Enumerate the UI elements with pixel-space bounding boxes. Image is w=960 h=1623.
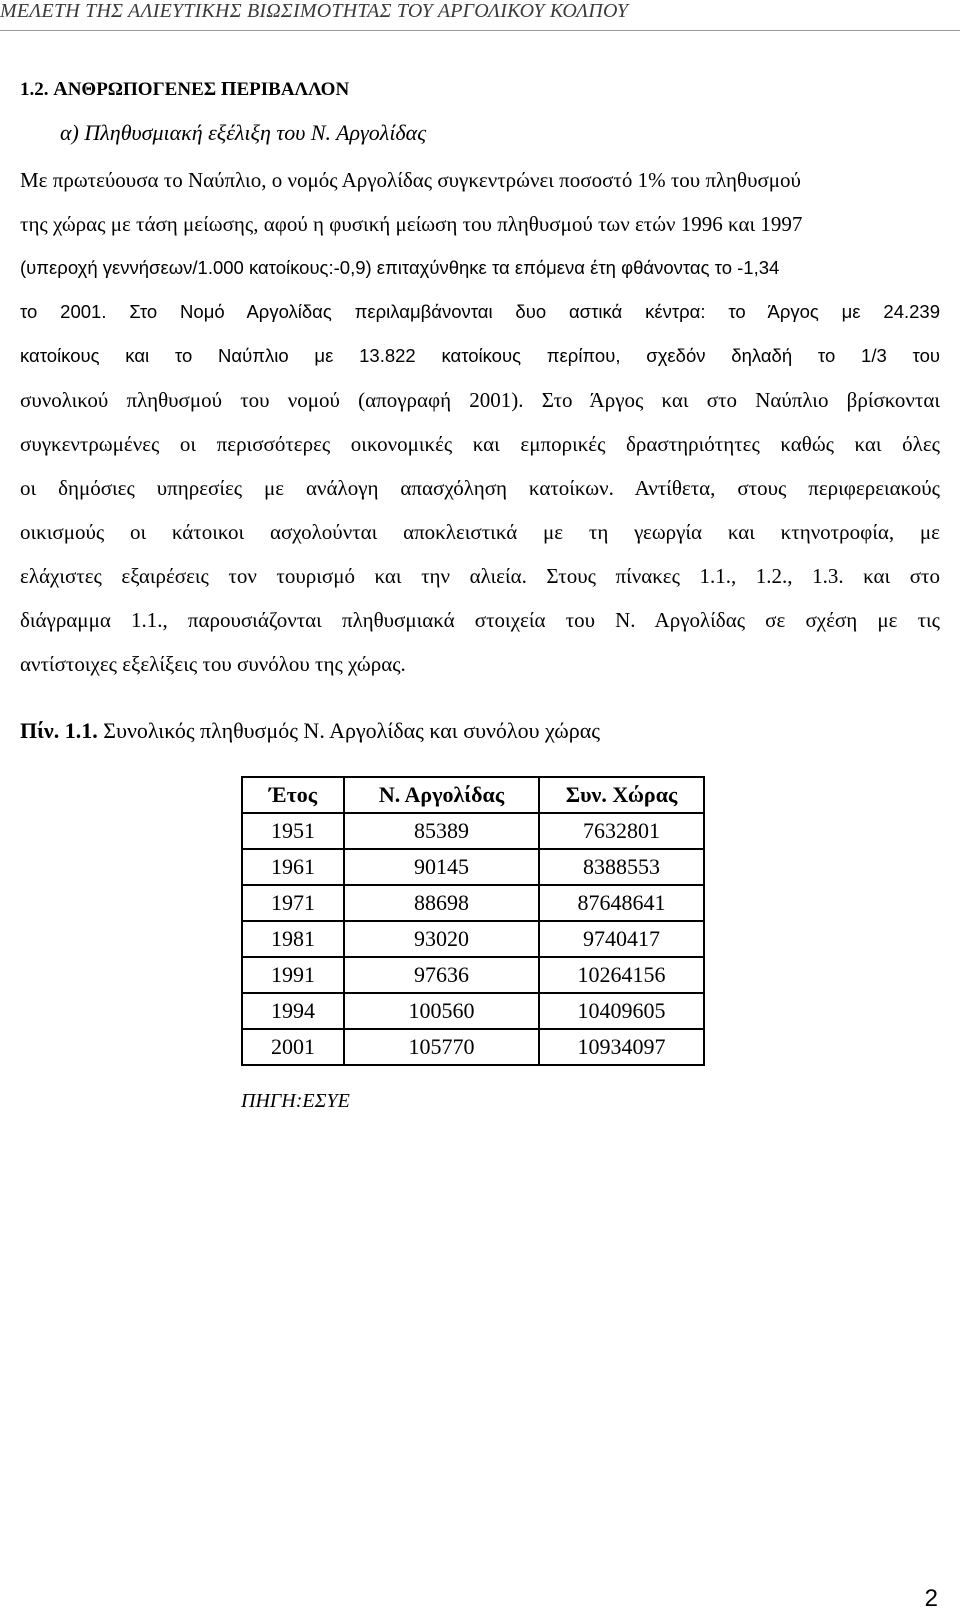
cell-year: 1981 [242,921,344,957]
cell-country: 10934097 [539,1029,704,1065]
table-row [242,993,704,1029]
paragraph-line-1: Με πρωτεύουσα το Ναύπλιο, ο νομός Αργολίδας συγκεντρώνει ποσοστό 1% του πληθυσμού [20,168,801,192]
header-year: Έτος [242,777,344,813]
table-caption [20,718,600,744]
header-country: Συν. Χώρας [539,777,704,813]
body-paragraph [20,158,940,686]
paragraph-line-3: (υπεροχή γεννήσεων/1.000 κατοίκους:-0,9) επιταχύνθηκε τα επόμενα έτη φθάνοντας το -1,34 [20,257,780,278]
cell-year: 2001 [242,1029,344,1065]
cell-year: 1951 [242,813,344,849]
paragraph-line-6: συνολικού πληθυσμού του νομού (απογραφή 2001). Στο Άργος και στο Ναύπλιο βρίσκονται [20,388,940,412]
table-row [242,1029,704,1065]
section-title-part-1: ΝΘΡΩΠΟΓΕΝΕΣ [67,79,221,100]
table-row [242,813,704,849]
cell-argolida: 97636 [344,957,539,993]
cell-year: 1971 [242,885,344,921]
header-argolida: Ν. Αργολίδας [344,777,539,813]
paragraph-line-8: οι δημόσιες υπηρεσίες με ανάλογη απασχόληση κατοίκων. Αντίθετα, στους περιφερειακούς [20,476,940,500]
cell-argolida: 85389 [344,813,539,849]
cell-year: 1961 [242,849,344,885]
section-title-initial-a: Α [53,78,68,100]
paragraph-line-2: της χώρας με τάση μείωσης, αφού η φυσική μείωση του πληθυσμού των ετών 1996 και 1997 [20,212,803,236]
table-caption-text: Συνολικός πληθυσμός Ν. Αργολίδας και συνόλου χώρας [97,718,600,743]
paragraph-line-4: το 2001. Στο Νομό Αργολίδας περιλαμβάνονται δυο αστικά κέντρα: το Άργος με 24.239 [20,301,940,322]
table-row [242,921,704,957]
cell-country: 10264156 [539,957,704,993]
cell-year: 1994 [242,993,344,1029]
cell-argolida: 93020 [344,921,539,957]
section-title-initial-p: Π [220,78,237,100]
table-row [242,957,704,993]
paragraph-line-12: αντίστοιχες εξελίξεις του συνόλου της χώρας. [20,652,406,676]
paragraph-line-9: οικισμούς οι κάτοικοι ασχολούνται αποκλειστικά με τη γεωργία και κτηνοτροφία, με [20,520,940,544]
cell-country: 9740417 [539,921,704,957]
table-caption-label: Πίν. 1.1. [20,718,98,743]
table-row [242,849,704,885]
population-table [241,776,705,1066]
cell-argolida: 90145 [344,849,539,885]
cell-country: 8388553 [539,849,704,885]
page-number: 2 [924,1585,938,1612]
section-heading [20,78,349,101]
cell-argolida: 100560 [344,993,539,1029]
paragraph-line-10: ελάχιστες εξαιρέσεις τον τουρισμό και την αλιεία. Στους πίνακες 1.1., 1.2., 1.3. και στο [20,564,940,588]
paragraph-line-11: διάγραμμα 1.1., παρουσιάζονται πληθυσμιακά στοιχεία του Ν. Αργολίδας σε σχέση με τις [20,608,940,632]
cell-argolida: 105770 [344,1029,539,1065]
table-header-row [242,777,704,813]
table-source: ΠΗΓΗ:ΕΣΥΕ [241,1090,350,1112]
section-number: 1.2. [20,79,49,100]
running-header: ΜΕΛΕΤΗ ΤΗΣ ΑΛΙΕΥΤΙΚΗΣ ΒΙΩΣΙΜΟΤΗΤΑΣ ΤΟΥ ΑΡΓΟΛΙΚΟΥ ΚΟΛΠΟΥ [0,0,629,22]
cell-country: 87648641 [539,885,704,921]
paragraph-line-7: συγκεντρωμένες οι περισσότερες οικονομικές και εμπορικές δραστηριότητες καθώς και όλες [20,432,940,456]
cell-year: 1991 [242,957,344,993]
section-title-part-2: ΕΡΙΒΑΛΛΟΝ [236,79,350,100]
cell-country: 7632801 [539,813,704,849]
subsection-heading: α) Πληθυσμιακή εξέλιξη του Ν. Αργολίδας [60,120,427,145]
cell-argolida: 88698 [344,885,539,921]
cell-country: 10409605 [539,993,704,1029]
header-divider [0,30,960,31]
paragraph-line-5: κατοίκους και το Ναύπλιο με 13.822 κατοίκους περίπου, σχεδόν δηλαδή το 1/3 του [20,345,940,366]
table-row [242,885,704,921]
